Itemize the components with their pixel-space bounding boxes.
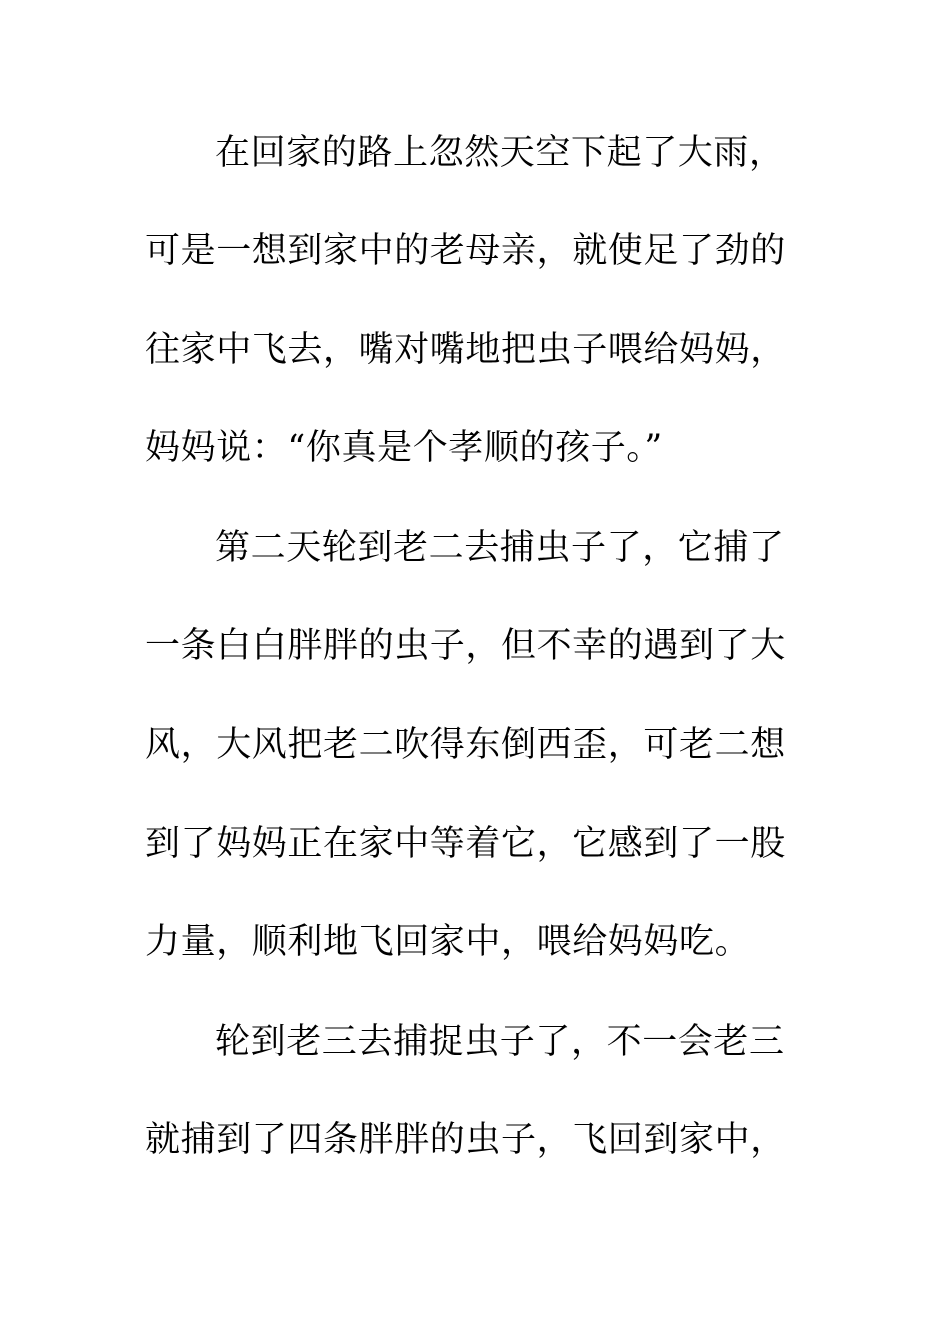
paragraph-2-line-3: 风，大风把老二吹得东倒西歪，可老二想 [145, 725, 786, 765]
paragraph-1-line-1: 在回家的路上忽然天空下起了大雨， [215, 133, 785, 173]
paragraph-1-line-2: 可是一想到家中的老母亲，就使足了劲的 [145, 231, 786, 271]
paragraph-2-line-1: 第二天轮到老二去捕虫子了，它捕了 [215, 528, 785, 568]
paragraph-2-line-4: 到了妈妈正在家中等着它，它感到了一股 [145, 824, 786, 864]
paragraph-2-line-2: 一条白白胖胖的虫子，但不幸的遇到了大 [145, 626, 786, 666]
paragraph-1-line-3: 往家中飞去，嘴对嘴地把虫子喂给妈妈， [145, 330, 786, 370]
paragraph-1-line-4: 妈妈说：“你真是个孝顺的孩子。” [145, 428, 663, 468]
paragraph-3-line-1: 轮到老三去捕捉虫子了，不一会老三 [215, 1022, 785, 1062]
paragraph-2-line-5: 力量，顺利地飞回家中，喂给妈妈吃。 [145, 922, 751, 962]
paragraph-3-line-2: 就捕到了四条胖胖的虫子，飞回到家中， [145, 1120, 786, 1160]
